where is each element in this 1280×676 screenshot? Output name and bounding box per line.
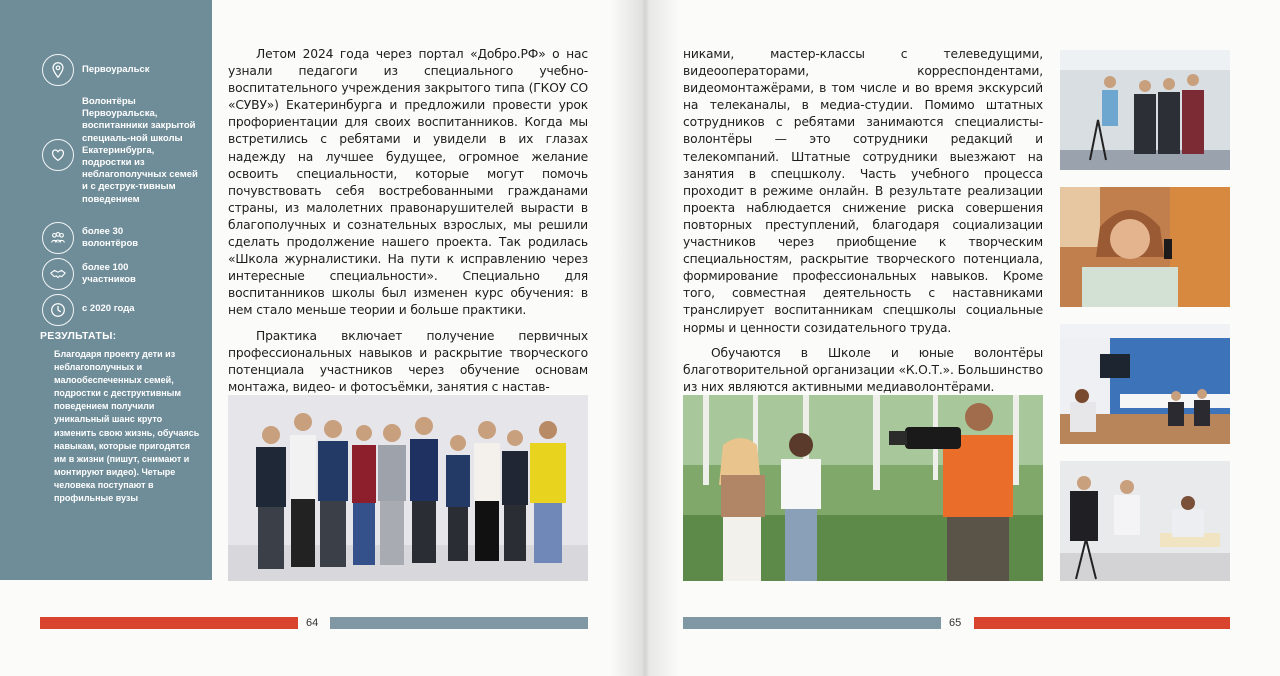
right-paragraph-1: никами, мастер-классы с телеведущими, видеооператорами, корреспондентами, видеомонтажёрами, в том числе и во время экскурсий на телеканалы, в медиа-студии. Помимо штатных сотрудников с ребятами занимаются специалисты-волонтёры — это сотрудники редакций и телекомпаний. Штатные сотрудники выезжают на занятия в спецшколу. Часть учебного процесса проходит в режиме онлайн. В результате реализации проекта наблюдается снижение риска совершения повторных преступлений, благодаря социализации участников через приобщение к творческим специальностям, раскрытие творческого потенциала, формирование профессиональных навыков. Кроме того, совместная деятельность с наставниками транслирует воспитанникам спецшколы социальные нормы и ценности созидательного труда. [683, 47, 1043, 335]
results-heading: РЕЗУЛЬТАТЫ: [40, 330, 117, 342]
right-paragraph-2: Обучаются в Школе и юные волонтёры благотворительной организации «К.О.Т.». Большинство из них являются активными медиаволонтёрами. [683, 345, 1043, 394]
clock-icon [42, 294, 74, 326]
right-footer-red-bar [974, 617, 1230, 629]
left-footer-slate-bar [330, 617, 588, 629]
studio-group-photo [1060, 50, 1230, 170]
editing-studio-photo [1060, 461, 1230, 581]
group-photo [228, 395, 588, 581]
page-number-left: 64 [306, 617, 319, 629]
handshake-icon [42, 258, 74, 290]
left-paragraph-2: Практика включает получение первичных профессиональных навыков и раскрытие творческого потенциала участников через обучение основам монтажа, видео- и фотосъёмки, занятия с настав- [228, 328, 588, 394]
right-column-text [683, 46, 1043, 396]
people-group-icon [42, 222, 74, 254]
left-paragraph-1: Летом 2024 года через портал «Добро.РФ» о нас узнали педагоги из специального учебно-воспитательного учреждения закрытого типа (ГКОУ СО «СУВУ») Екатеринбурга и предложили провести урок профориентации для своих воспитанников. Когда мы встретились с ребятами и увидели в их глазах надежду на лучшее будущее, огромное желание освоить специальности, которые могут помочь почувствовать себя востребованными гражданами страны, из малолетних правонарушителей вырасти в благополучных и сознательных взрослых, мы решили сделать продолжение нашего проекта. Так родилась «Школа журналистики. На пути к исправлению через интересные специальности». Специально для воспитанников школы был изменен курс обучения: в нем стало меньше теории и больше практики. [228, 47, 588, 318]
page-number-right: 65 [949, 617, 962, 629]
left-column-text [228, 46, 588, 396]
participants-description: Волонтёры Первоуральска, воспитанники закрытой специаль-ной школы Екатеринбурга, подростки из неблагополучных семей и с деструк-тивным поведением [82, 96, 198, 205]
right-footer-slate-bar [683, 617, 941, 629]
outdoor-filming-photo [683, 395, 1043, 581]
since-year: с 2020 года [82, 303, 135, 314]
girl-microphone-photo [1060, 187, 1230, 307]
volunteers-count: более 30 волонтёров [82, 226, 139, 250]
left-footer-red-bar [40, 617, 298, 629]
location-pin-icon [42, 54, 74, 86]
classroom-photo [1060, 324, 1230, 444]
participants-count: более 100 участников [82, 262, 136, 286]
results-text: Благодаря проекту дети из неблагополучных и малообеспеченных семей, подростки с деструктивным поведением получили уникальный шанс круто изменить свою жизнь, обучаясь навыкам, которые пригодятся им в жизни (пишут, снимают и монтируют видео). Четыре человека поступают в профильные вузы [54, 349, 200, 504]
location-text: Первоуральск [82, 64, 150, 75]
project-info-sidebar [0, 0, 212, 580]
heart-hands-icon [42, 139, 74, 171]
right-page [640, 0, 1280, 676]
